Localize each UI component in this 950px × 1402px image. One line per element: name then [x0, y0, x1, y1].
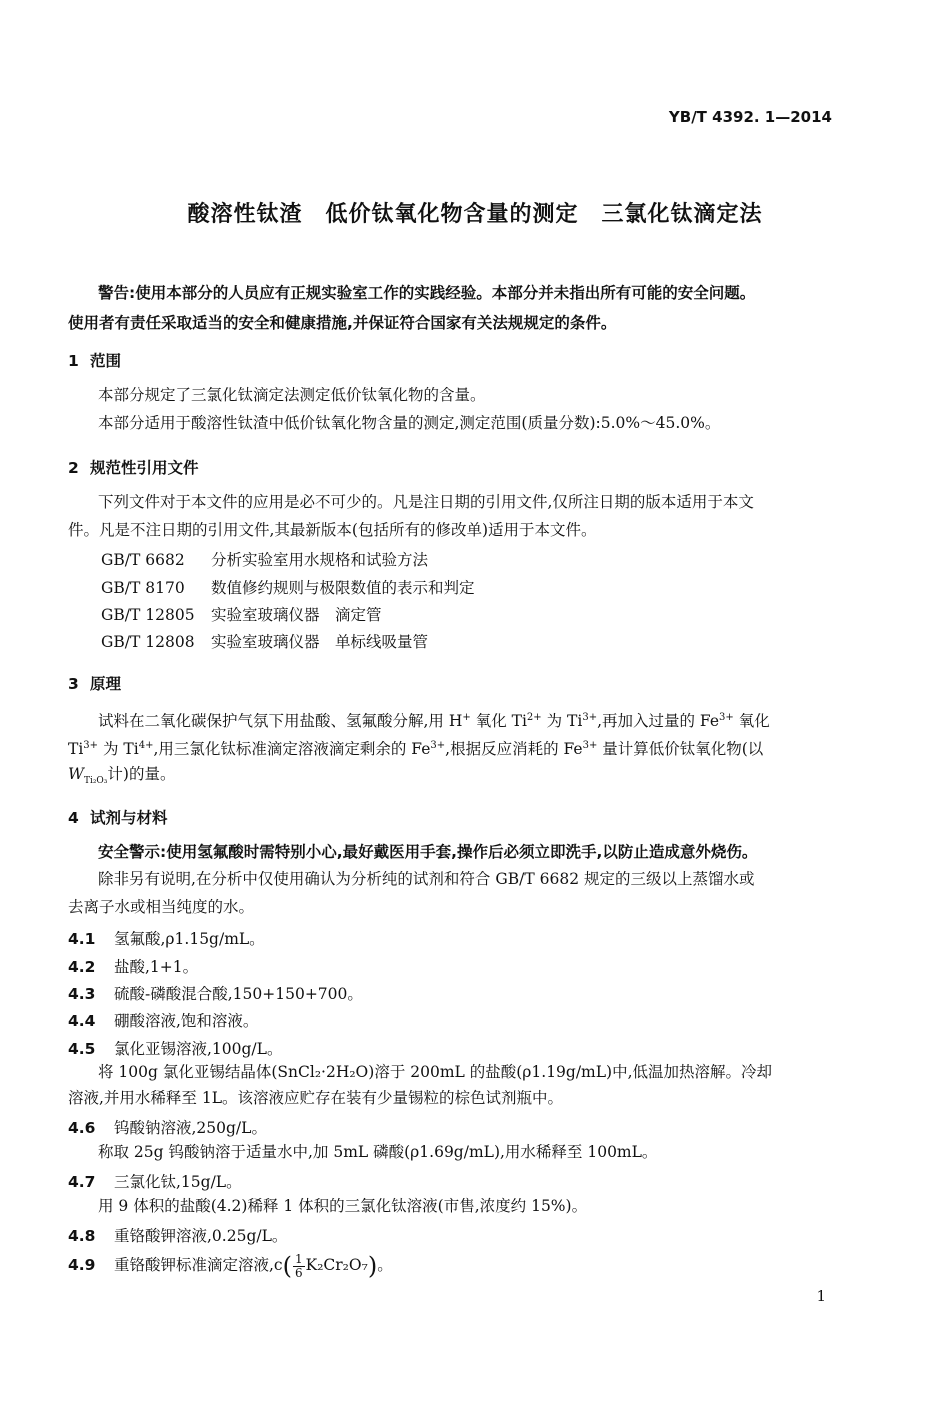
reference-title: 实验室玻璃仪器 滴定管 [211, 606, 382, 624]
section-number: 2 [68, 459, 79, 477]
principle-line-1: 试料在二氧化碳保护气氛下用盐酸、氢氟酸分解,用 H+ 氧化 $Ti^{2+}$ 为 $Ti^{3+}$,再加入过量的 $Fe^{3+}$ 氧化 [98, 712, 770, 730]
reagent-item: 4.3 硫酸-磷酸混合酸,150+150+700。 [68, 985, 363, 1003]
reagent-item: 4.4 硼酸溶液,饱和溶液。 [68, 1012, 259, 1030]
reagent-item: 4.2 盐酸,1+1。 [68, 958, 199, 976]
section-2-heading [68, 456, 199, 478]
reference-item [101, 548, 428, 570]
warning-line-1: 警告:使用本部分的人员应有正规实验室工作的实践经验。本部分并未指出所有可能的安全问题。 [98, 284, 756, 302]
reagent-4-7-desc: 用 9 体积的盐酸(4.2)稀释 1 体积的三氯化钛溶液(市售,浓度约 15%)。 [98, 1197, 588, 1215]
reagents-paragraph-line-1: 除非另有说明,在分析中仅使用确认为分析纯的试剂和符合 GB/T 6682 规定的三级以上蒸馏水或 [98, 870, 755, 888]
reference-title: 数值修约规则与极限数值的表示和判定 [211, 579, 475, 597]
reagent-4-5-desc-line-1: 将 100g 氯化亚锡结晶体(SnCl₂·2H₂O)溶于 200mL 的盐酸(ρ1.19g/mL)中,低温加热溶解。冷却 [98, 1063, 773, 1081]
section-number: 1 [68, 352, 79, 370]
section-title: 规范性引用文件 [90, 459, 199, 477]
reagent-item: 4.1 氢氟酸,ρ1.15g/mL。 [68, 930, 265, 948]
section-number: 4 [68, 809, 79, 827]
reagent-item: 4.7 三氯化钛,15g/L。 [68, 1173, 242, 1191]
reagent-4-6-desc: 称取 25g 钨酸钠溶于适量水中,加 5mL 磷酸(ρ1.69g/mL),用水稀释至 100mL。 [98, 1143, 658, 1161]
section-3-heading [68, 672, 121, 694]
reagent-item-4-9: 4.9 重铬酸钾标准滴定溶液,c( $\frac{1}{6}$ K₂Cr₂O₇)。 [68, 1251, 393, 1280]
principle-line-2: $Ti^{3+}$ 为 $Ti^{4+}$,用三氯化钛标准滴定溶液滴定剩余的 $Fe^{3+}$,根据反应消耗的 $Fe^{3+}$ 量计算低价钛氧化物(以 [68, 740, 764, 758]
reference-item [101, 603, 382, 625]
section-title: 试剂与材料 [90, 809, 168, 827]
scope-paragraph-2: 本部分适用于酸溶性钛渣中低价钛氧化物含量的测定,测定范围(质量分数):5.0%～45.0%。 [98, 414, 721, 432]
section-4-heading [68, 806, 168, 828]
reference-code: GB/T 12805 [101, 606, 195, 624]
fraction: $\frac{1}{6}$ [294, 1251, 303, 1280]
standard-code: YB/T 4392. 1—2014 [668, 108, 832, 126]
section-title: 范围 [90, 352, 122, 370]
normative-paragraph-line-2: 件。凡是不注日期的引用文件,其最新版本(包括所有的修改单)适用于本文件。 [68, 521, 597, 539]
page-number: 1 [816, 1287, 826, 1305]
warning-line-2: 使用者有责任采取适当的安全和健康措施,并保证符合国家有关法规规定的条件。 [68, 314, 617, 332]
section-1-heading [68, 349, 121, 371]
reference-code: GB/T 6682 [101, 551, 185, 569]
reagent-4-5-desc-line-2: 溶液,并用水稀释至 1L。该溶液应贮存在装有少量锡粒的棕色试剂瓶中。 [68, 1089, 564, 1107]
safety-warning: 安全警示:使用氢氟酸时需特别小心,最好戴医用手套,操作后必须立即洗手,以防止造成意外烧伤。 [98, 843, 758, 861]
reference-title: 分析实验室用水规格和试验方法 [211, 551, 429, 569]
normative-paragraph-line-1: 下列文件对于本文件的应用是必不可少的。凡是注日期的引用文件,仅所注日期的版本适用于本文 [98, 493, 754, 511]
reference-item [101, 630, 428, 652]
scope-paragraph-1: 本部分规定了三氯化钛滴定法测定低价钛氧化物的含量。 [98, 386, 486, 404]
reagent-item: 4.5 氯化亚锡溶液,100g/L。 [68, 1040, 283, 1058]
reagents-paragraph-line-2: 去离子水或相当纯度的水。 [68, 898, 255, 916]
reference-title: 实验室玻璃仪器 单标线吸量管 [211, 633, 429, 651]
reagent-item: 4.6 钨酸钠溶液,250g/L。 [68, 1119, 267, 1137]
section-number: 3 [68, 675, 79, 693]
reagent-item: 4.8 重铬酸钾溶液,0.25g/L。 [68, 1227, 288, 1245]
reference-item [101, 576, 475, 598]
section-title: 原理 [90, 675, 122, 693]
reference-code: GB/T 12808 [101, 633, 195, 651]
document-title: 酸溶性钛渣 低价钛氧化物含量的测定 三氯化钛滴定法 [187, 202, 763, 227]
reference-code: GB/T 8170 [101, 579, 185, 597]
principle-line-3: $W_{Ti_2O_3}$计)的量。 [68, 765, 176, 786]
